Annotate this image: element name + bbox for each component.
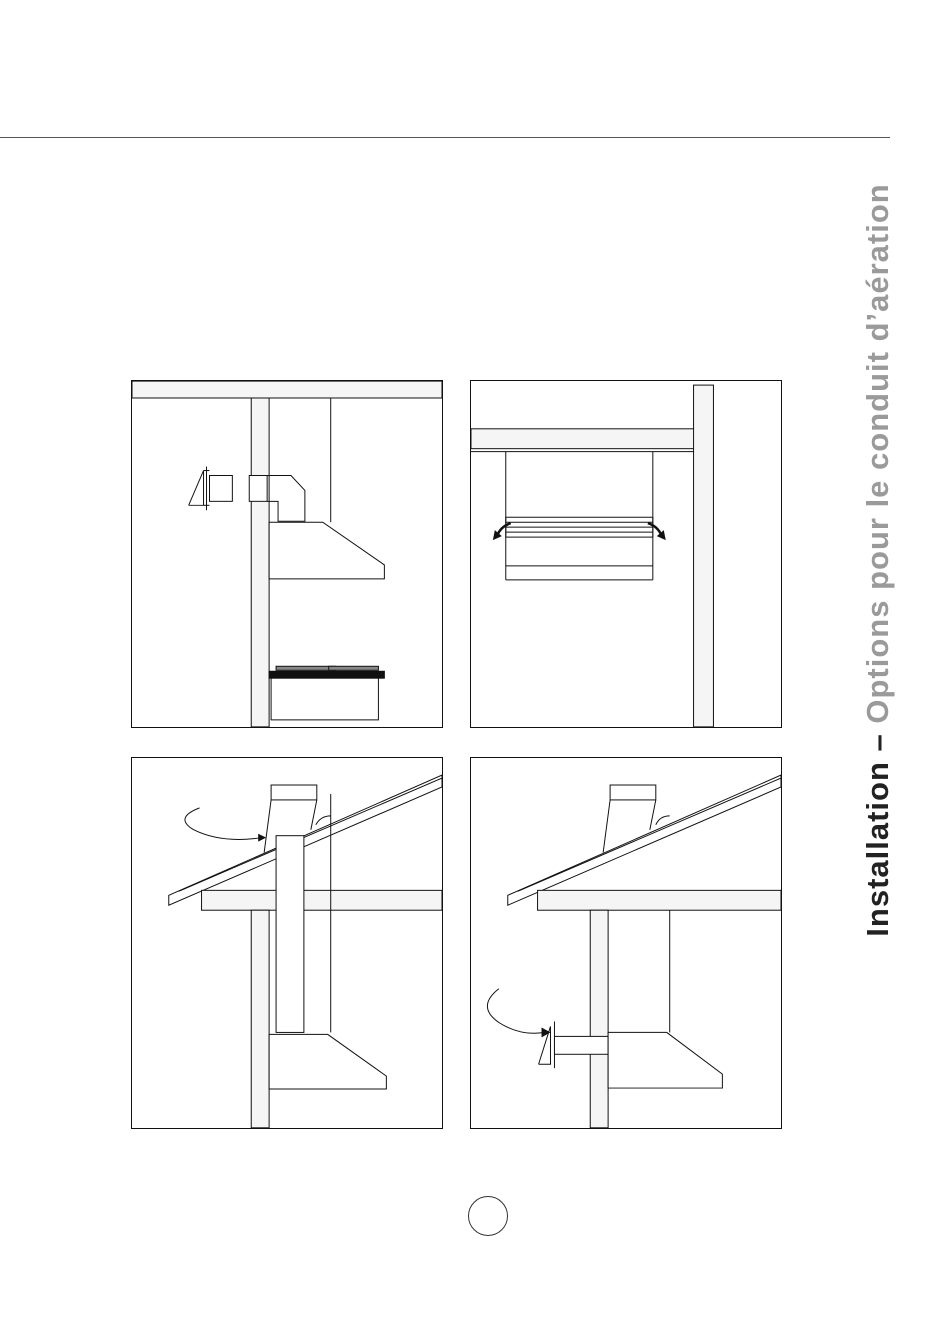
header-rule: [0, 137, 890, 138]
section-title: [860, 183, 896, 936]
roof-vent-illustration: [132, 758, 442, 1128]
recirculation-illustration: [471, 381, 781, 727]
wall-vent-illustration: [132, 381, 442, 727]
section-title-main: Installation –: [860, 733, 895, 937]
roof-wall-vent-illustration: [471, 758, 781, 1128]
diagram-recirculation: [470, 380, 782, 728]
diagram-roof-and-wall-vent: [470, 757, 782, 1129]
diagram-wall-vent: [131, 380, 443, 728]
diagram-roof-vent: [131, 757, 443, 1129]
section-title-sub: Options pour le conduit d’aération: [860, 183, 895, 734]
page-number-circle: [468, 1196, 508, 1236]
